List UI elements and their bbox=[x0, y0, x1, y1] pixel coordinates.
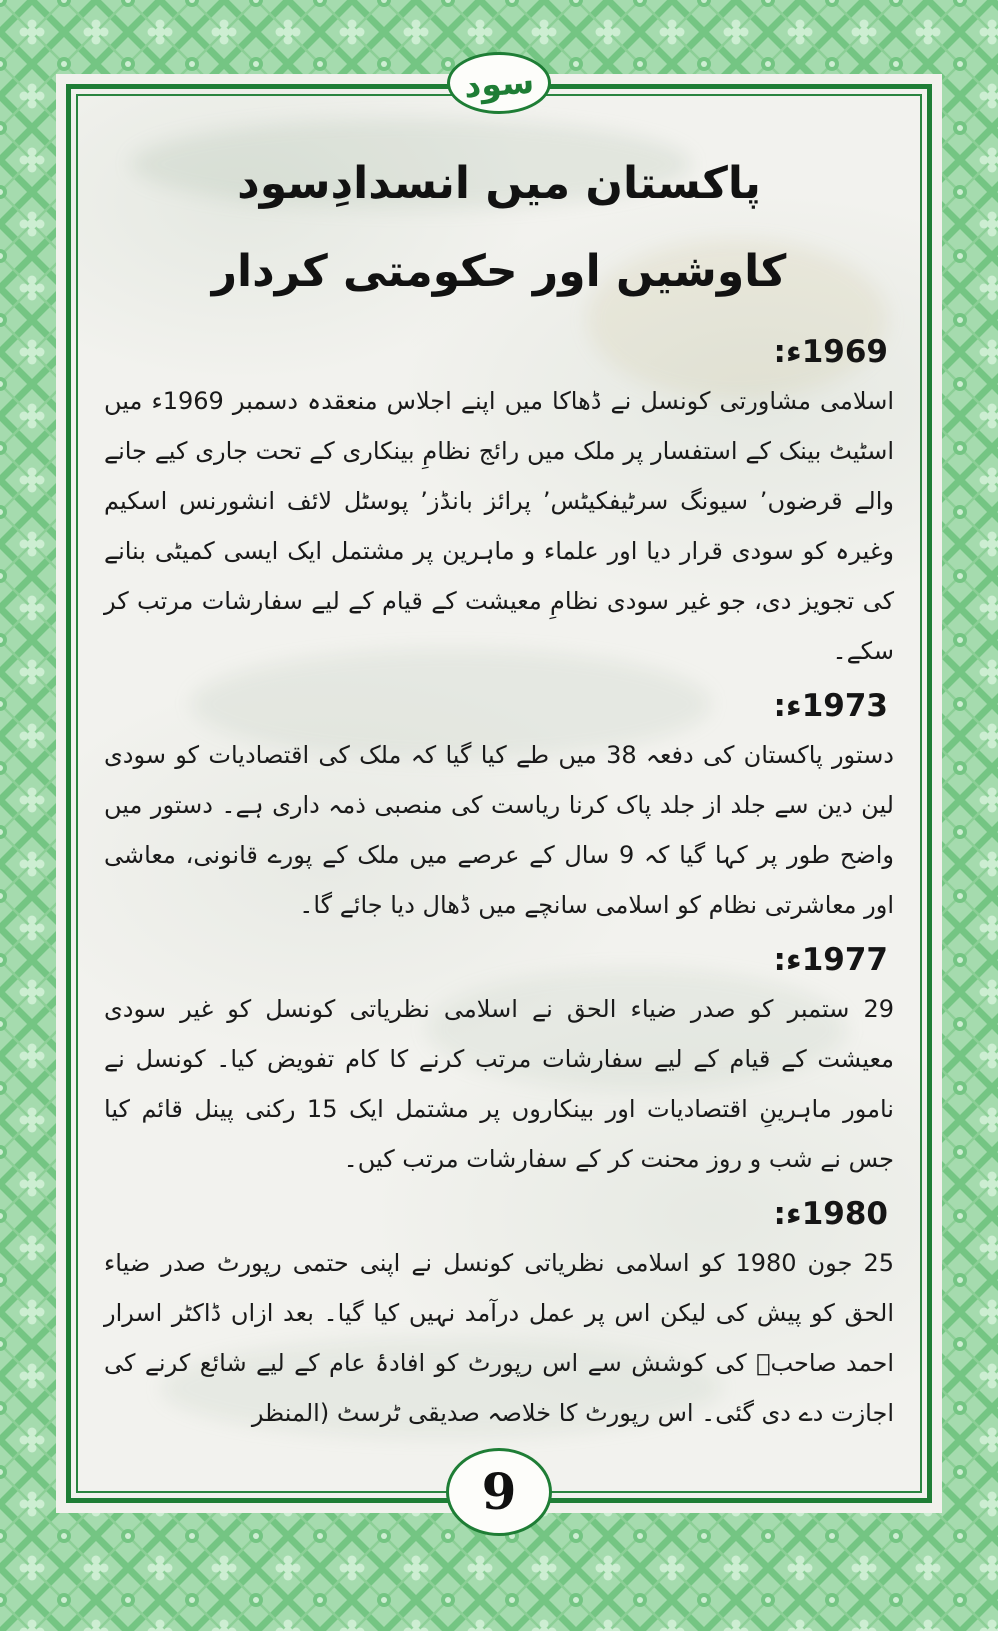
page-number-badge bbox=[446, 1448, 552, 1536]
page-content bbox=[78, 96, 920, 1491]
year-section-1973 bbox=[104, 686, 894, 930]
page-title bbox=[104, 140, 894, 316]
page-body bbox=[66, 84, 932, 1503]
section-paragraph: 29 ستمبر کو صدر ضیاء الحق نے اسلامی نظریاتی کونسل کو غیر سودی معیشت کے قیام کے لیے سفارشات مرتب کرنے کا کام تفویض کیا۔ کونسل نے نامور ماہرینِ اقتصادیات اور بینکاروں پر مشتمل ایک 15 رکنی پینل قائم کیا جس نے شب و روز محنت کر کے سفارشات مرتب کیں۔ bbox=[104, 995, 894, 1173]
year-heading: 1969ء: bbox=[773, 334, 888, 370]
year-heading: 1977ء: bbox=[773, 942, 888, 978]
chapter-badge-label: سود bbox=[462, 61, 536, 105]
section-paragraph: دستور پاکستان کی دفعہ 38 میں طے کیا گیا کہ ملک کی اقتصادیات کو سودی لین دین سے جلد از جلد پاک کرنا ریاست کی منصبی ذمہ داری ہے۔ دستور میں واضح طور پر کہا گیا کہ 9 سال کے عرصے میں ملک کے پورے قانونی، معاشی اور معاشرتی نظام کو اسلامی سانچے میں ڈھال دیا جائے گا۔ bbox=[104, 741, 895, 919]
title-line-2: کاوشیں اور حکومتی کردار bbox=[211, 246, 787, 297]
title-line-1: پاکستان میں انسدادِسود bbox=[237, 158, 761, 209]
section-paragraph: 25 جون 1980 کو اسلامی نظریاتی کونسل نے اپنی حتمی رپورٹ صدر ضیاء الحق کو پیش کی لیکن اس پر عمل درآمد نہیں کیا گیا۔ بعد ازاں ڈاکٹر اسرار احمد صاحبؒ کی کوشش سے اس رپورٹ کو افادۂ عام کے لیے شائع کرنے کی اجازت دے دی گئی۔ اس رپورٹ کا خلاصہ صدیقی ٹرسٹ (المنظر bbox=[104, 1249, 894, 1427]
section-paragraph: اسلامی مشاورتی کونسل نے ڈھاکا میں اپنے اجلاس منعقدہ دسمبر 1969ء میں اسٹیٹ بینک کے استفسار پر ملک میں رائج نظامِ بینکاری کے تحت جاری کیے جانے والے قرضوں’ سیونگ سرٹیفکیٹس’ پرائز بانڈز’ پوسٹل لائف انشورنس اسکیم وغیرہ کو سودی قرار دیا اور علماء و ماہرین پر مشتمل ایک ایسی کمیٹی بنانے کی تجویز دی، جو غیر سودی نظامِ معیشت کے قیام کے لیے سفارشات مرتب کر سکے۔ bbox=[104, 387, 895, 665]
year-heading: 1973ء: bbox=[773, 688, 888, 724]
year-section-1969 bbox=[104, 332, 894, 676]
year-section-1977 bbox=[104, 940, 894, 1184]
year-section-1980 bbox=[104, 1194, 894, 1438]
page-number: 9 bbox=[481, 1462, 517, 1521]
year-heading: 1980ء: bbox=[773, 1196, 888, 1232]
chapter-badge bbox=[447, 52, 551, 114]
